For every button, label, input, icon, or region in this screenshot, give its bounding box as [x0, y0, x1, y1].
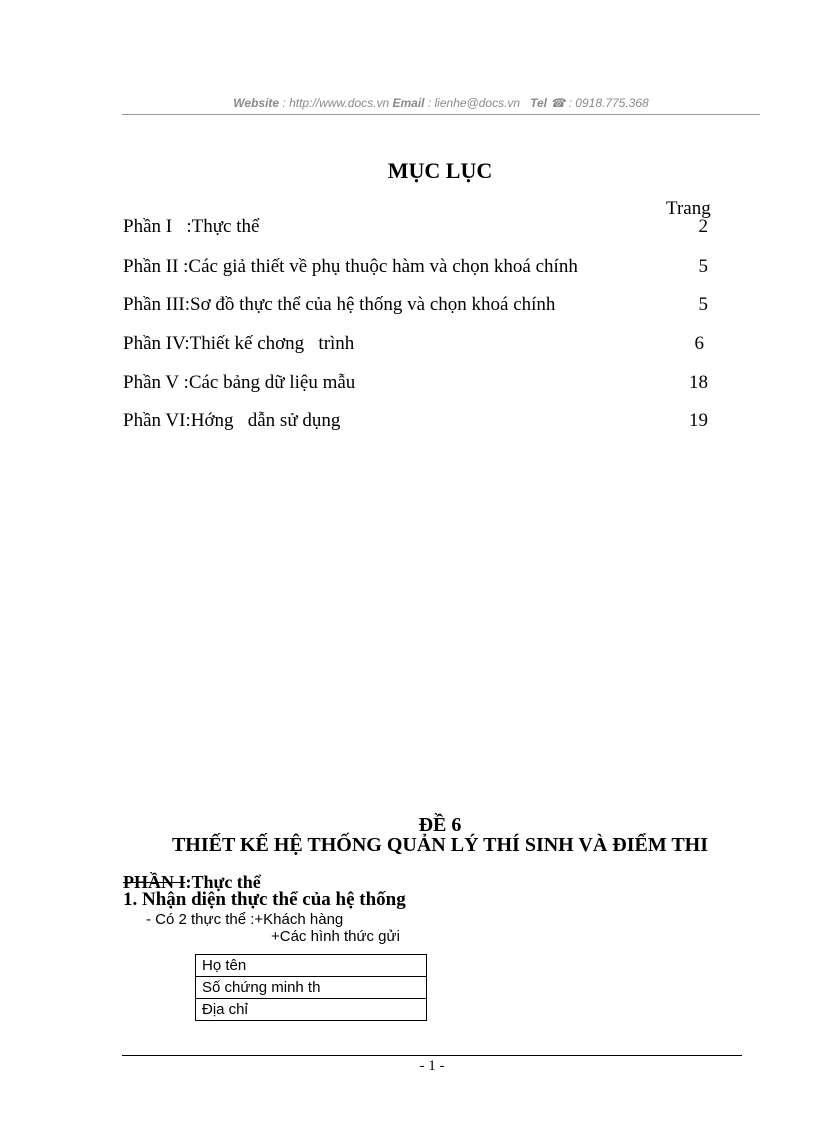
toc-entry-label: Phần V :Các bảng dữ liệu mẫu — [123, 372, 356, 393]
table-row — [196, 977, 427, 999]
table-cell: Họ tên — [196, 955, 427, 977]
part-label: PHẦN I — [123, 872, 186, 892]
tel-label: Tel — [530, 96, 547, 110]
website-value: : http://www.docs.vn — [282, 96, 390, 110]
toc-entry-page: 5 — [698, 256, 708, 277]
entity-attribute-table — [195, 954, 427, 1021]
part-title: :Thực thể — [185, 872, 261, 892]
entity-list-line: - Có 2 thực thể :+Khách hàng — [146, 911, 344, 928]
section-heading: 1. Nhận diện thực thể của hệ thống — [123, 889, 406, 910]
email-value: : lienhe@docs.vn — [427, 96, 521, 110]
toc-page-column-label: Trang — [666, 198, 711, 219]
assignment-title: ĐỀ 6 — [418, 814, 462, 836]
document-subtitle: THIẾT KẾ HỆ THỐNG QUẢN LÝ THÍ SINH VÀ ĐIỂM THI — [171, 834, 709, 856]
tel-value: ☎ : 0918.775.368 — [550, 96, 649, 110]
toc-entry-page: 18 — [689, 372, 708, 393]
header-divider — [122, 114, 760, 115]
toc-entry-label: Phần III:Sơ đồ thực thể của hệ thống và chọn khoá chính — [123, 294, 556, 315]
entity-list-line: +Các hình thức gửi — [271, 928, 400, 945]
footer-divider — [122, 1055, 742, 1056]
toc-entry-label: Phần IV:Thiết kế chơng trình — [123, 333, 355, 354]
website-label: Website — [233, 96, 280, 110]
page-number: - 1 - — [419, 1058, 445, 1074]
toc-entry-label: Phần I :Thực thể — [123, 216, 260, 237]
toc-entry-page: 19 — [689, 410, 708, 431]
email-label: Email — [392, 96, 425, 110]
toc-entry-page: 5 — [698, 294, 708, 315]
toc-title: MỤC LỤC — [387, 158, 493, 183]
toc-entry-label: Phần II :Các giả thiết về phụ thuộc hàm và chọn khoá chính — [123, 256, 578, 277]
table-cell: Địa chỉ — [196, 999, 427, 1021]
document-header — [122, 96, 760, 110]
table-row — [196, 999, 427, 1021]
toc-entry-label: Phần VI:Hớng dẫn sử dụng — [123, 410, 341, 431]
toc-entry-page: 2 — [698, 216, 708, 237]
toc-entry-page: 6 — [694, 333, 704, 354]
table-cell: Số chứng minh th — [196, 977, 427, 999]
table-row — [196, 955, 427, 977]
